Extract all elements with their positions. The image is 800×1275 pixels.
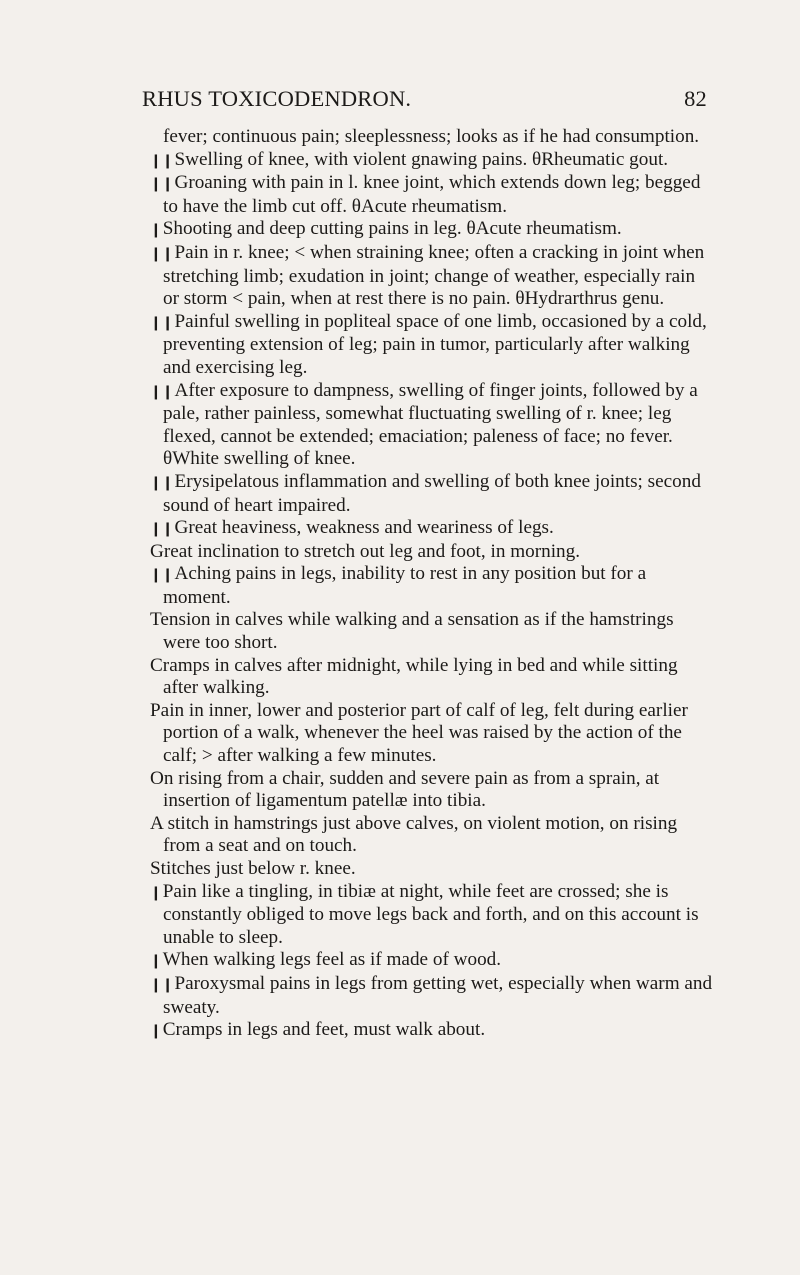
paragraph-text: Stitches just below r. knee. bbox=[150, 858, 356, 879]
emphasis-mark: ❙ bbox=[150, 953, 162, 970]
emphasis-mark: ❙❙ bbox=[150, 176, 174, 193]
paragraph-text: Great heaviness, weakness and weariness of legs. bbox=[174, 517, 554, 539]
paragraph-text: Cramps in calves after midnight, while lying in bed and while sitting after walking. bbox=[150, 654, 678, 699]
paragraph-text: fever; continuous pain; sleeplessness; looks as if he had consumption. bbox=[163, 126, 700, 147]
paragraph bbox=[150, 380, 714, 471]
paragraph bbox=[150, 655, 714, 700]
paragraph bbox=[150, 881, 714, 950]
paragraph bbox=[150, 218, 714, 242]
paragraph bbox=[150, 471, 714, 517]
paragraph bbox=[150, 541, 714, 564]
emphasis-mark: ❙❙ bbox=[150, 152, 174, 169]
paragraph-text: After exposure to dampness, swelling of finger joints, followed by a pale, rather painless, somewhat fluctuating swelling of r. knee; leg flexed, cannot be extended; emaciation; paleness of face; no fever. θWhite swelling of knee. bbox=[163, 379, 698, 470]
paragraph bbox=[150, 517, 714, 541]
paragraph-text: A stitch in hamstrings just above calves, on violent motion, on rising from a seat and on touch. bbox=[150, 812, 678, 857]
emphasis-mark: ❙❙ bbox=[150, 383, 174, 400]
paragraph-text: Erysipelatous inflammation and swelling of both knee joints; second sound of heart impaired. bbox=[163, 470, 701, 516]
emphasis-mark: ❙❙ bbox=[150, 314, 174, 331]
paragraph-text: On rising from a chair, sudden and severe pain as from a sprain, at insertion of ligamentum patellæ into tibia. bbox=[150, 767, 660, 812]
paragraph-text: Pain like a tingling, in tibiæ at night, while feet are crossed; she is constantly obliged to move legs back and forth, and on this account is unable to sleep. bbox=[162, 880, 699, 948]
page-number: 82 bbox=[684, 86, 707, 111]
paragraph bbox=[150, 172, 714, 218]
paragraph-text: Painful swelling in popliteal space of one limb, occasioned by a cold, preventing extension of leg; pain in tumor, particularly after walking and exercising leg. bbox=[163, 310, 707, 378]
emphasis-mark: ❙❙ bbox=[150, 521, 174, 538]
paragraph bbox=[150, 149, 714, 173]
paragraph bbox=[150, 563, 714, 609]
emphasis-mark: ❙ bbox=[150, 1023, 162, 1040]
paragraph bbox=[150, 311, 714, 380]
emphasis-mark: ❙❙ bbox=[150, 474, 174, 491]
emphasis-mark: ❙ bbox=[150, 222, 162, 239]
paragraph bbox=[150, 768, 714, 813]
paragraph bbox=[150, 126, 714, 149]
paragraph bbox=[150, 949, 714, 973]
paragraph-text: Pain in inner, lower and posterior part of calf of leg, felt during earlier portion of a walk, whenever the heel was raised by the action of the calf; > after walking a few minutes. bbox=[150, 699, 688, 767]
paragraph-text: Swelling of knee, with violent gnawing pains. θRheumatic gout. bbox=[174, 148, 669, 170]
paragraph-text: Tension in calves while walking and a sensation as if the hamstrings were too short. bbox=[150, 609, 674, 654]
paragraph-text: Shooting and deep cutting pains in leg. θAcute rheumatism. bbox=[162, 218, 622, 240]
paragraph-text: Aching pains in legs, inability to rest in any position but for a moment. bbox=[163, 563, 647, 608]
paragraph-text: Great inclination to stretch out leg and foot, in morning. bbox=[150, 540, 581, 562]
paragraph-text: Cramps in legs and feet, must walk about. bbox=[162, 1019, 486, 1041]
emphasis-mark: ❙❙ bbox=[150, 567, 174, 584]
paragraph-text: Paroxysmal pains in legs from getting wet, especially when warm and sweaty. bbox=[163, 972, 713, 1018]
emphasis-mark: ❙❙ bbox=[150, 976, 174, 993]
emphasis-mark: ❙❙ bbox=[150, 245, 174, 262]
paragraph-text: Groaning with pain in l. knee joint, which extends down leg; begged to have the limb cut off. θAcute rheumatism. bbox=[163, 172, 701, 217]
paragraph bbox=[150, 609, 714, 654]
paragraph-text: When walking legs feel as if made of wood. bbox=[162, 949, 502, 971]
paragraph bbox=[150, 242, 714, 311]
running-title: RHUS TOXICODENDRON. bbox=[142, 86, 412, 111]
paragraph bbox=[150, 973, 714, 1019]
paragraph bbox=[150, 1019, 714, 1043]
paragraph-text: Pain in r. knee; < when straining knee; often a cracking in joint when stretching limb; exudation in joint; change of weather, especially rain or storm < pain, when at rest there is no pain. θHydrarthrus genu. bbox=[163, 241, 705, 310]
emphasis-mark: ❙ bbox=[150, 884, 162, 901]
body-text bbox=[150, 126, 714, 1043]
paragraph bbox=[150, 813, 714, 858]
paragraph bbox=[150, 700, 714, 768]
paragraph bbox=[150, 858, 714, 881]
